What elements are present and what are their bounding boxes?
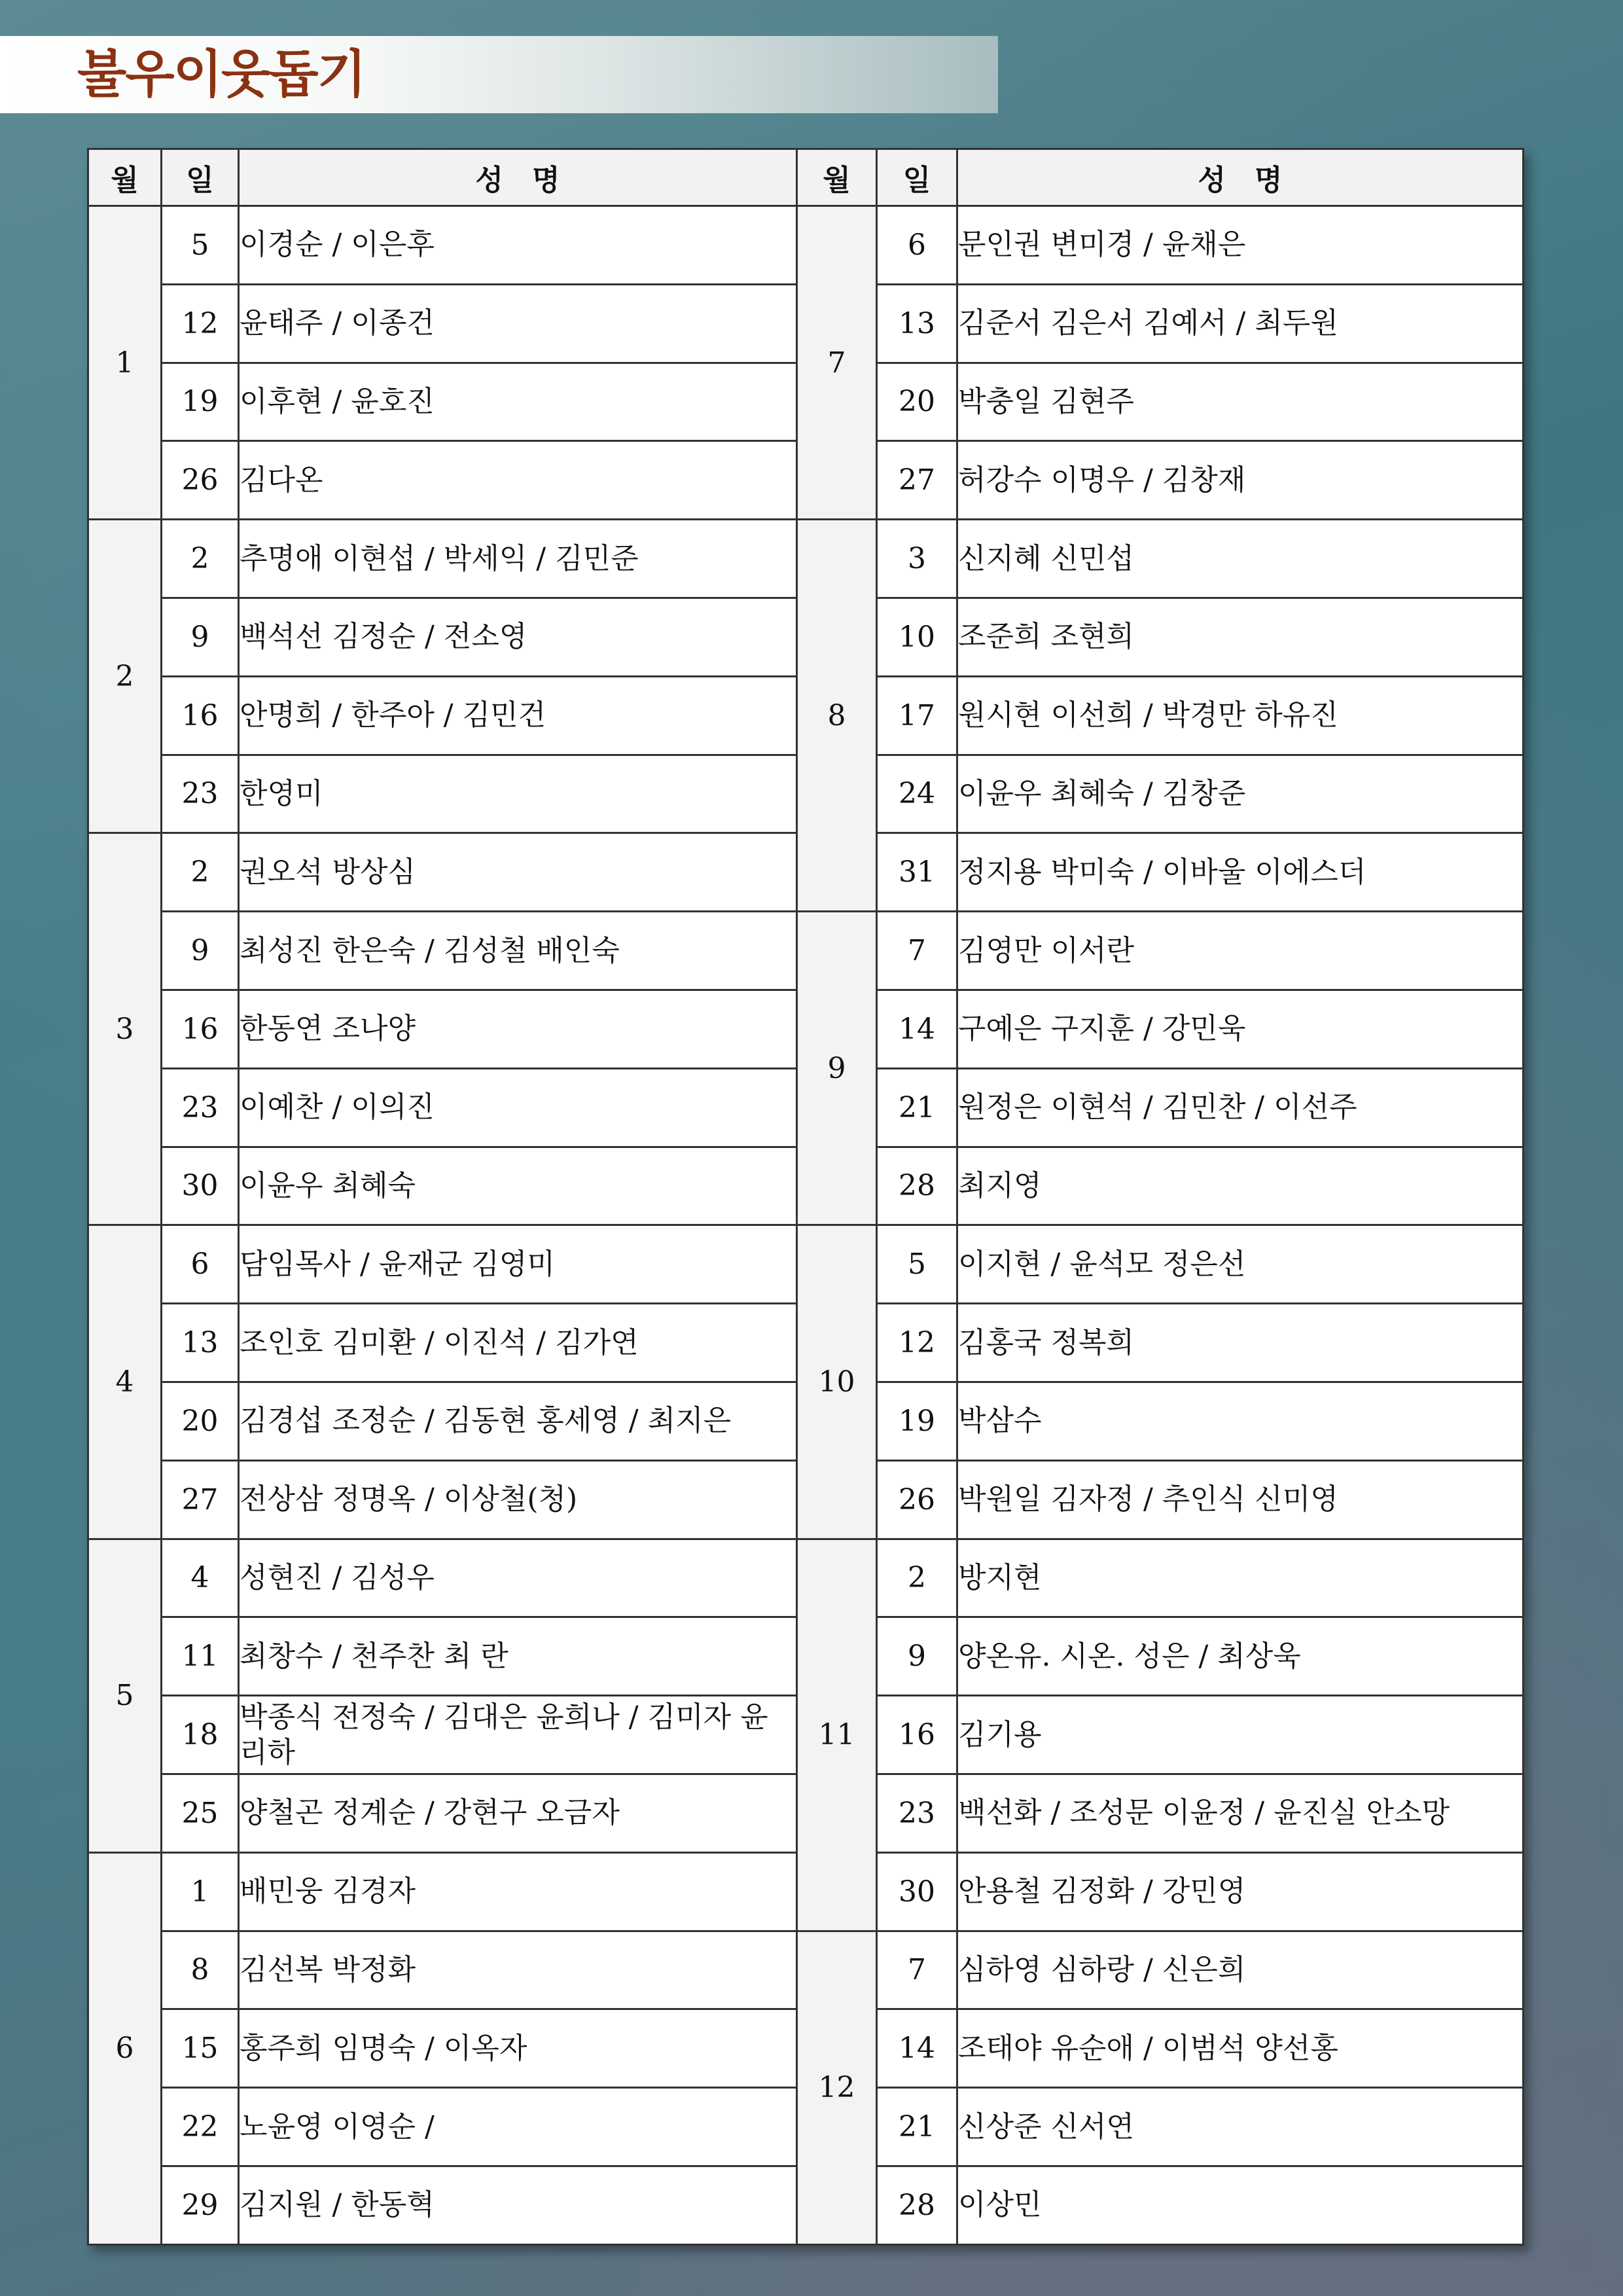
names-cell: 양철곤 정계순 / 강현구 오금자 — [239, 1774, 797, 1852]
day-cell: 21 — [877, 1068, 957, 1147]
day-cell: 5 — [162, 206, 239, 285]
table-row — [88, 1539, 1524, 1617]
day-cell: 5 — [877, 1225, 957, 1304]
day-cell: 10 — [877, 598, 957, 676]
day-cell: 15 — [162, 2009, 239, 2088]
names-cell: 김영만 이서란 — [957, 912, 1524, 990]
names-cell: 김경섭 조정순 / 김동현 홍세영 / 최지은 — [239, 1382, 797, 1460]
header-names-right: 성 명 — [957, 149, 1524, 206]
names-cell: 신상준 신서연 — [957, 2088, 1524, 2166]
header-day-left: 일 — [162, 149, 239, 206]
names-cell: 박종식 전정숙 / 김대은 윤희나 / 김미자 윤리하 — [239, 1696, 797, 1774]
table-row — [88, 1225, 1524, 1304]
names-cell: 추명애 이현섭 / 박세익 / 김민준 — [239, 520, 797, 598]
names-cell: 윤태주 / 이종건 — [239, 284, 797, 363]
day-cell: 9 — [877, 1617, 957, 1696]
day-cell: 2 — [877, 1539, 957, 1617]
day-cell: 9 — [162, 912, 239, 990]
day-cell: 12 — [162, 284, 239, 363]
names-cell: 양온유. 시온. 성은 / 최상욱 — [957, 1617, 1524, 1696]
month-cell: 7 — [797, 206, 877, 520]
day-cell: 26 — [162, 441, 239, 520]
names-cell: 신지혜 신민섭 — [957, 520, 1524, 598]
day-cell: 8 — [162, 1931, 239, 2009]
names-cell: 이경순 / 이은후 — [239, 206, 797, 285]
names-cell: 백석선 김정순 / 전소영 — [239, 598, 797, 676]
day-cell: 28 — [877, 2166, 957, 2244]
names-cell: 원정은 이현석 / 김민찬 / 이선주 — [957, 1068, 1524, 1147]
names-cell: 김선복 박정화 — [239, 1931, 797, 2009]
names-cell: 조태야 유순애 / 이범석 양선홍 — [957, 2009, 1524, 2088]
day-cell: 30 — [877, 1852, 957, 1931]
day-cell: 25 — [162, 1774, 239, 1852]
day-cell: 13 — [162, 1304, 239, 1382]
names-cell: 박원일 김자정 / 추인식 신미영 — [957, 1460, 1524, 1539]
day-cell: 3 — [877, 520, 957, 598]
names-cell: 최창수 / 천주찬 최 란 — [239, 1617, 797, 1696]
names-cell: 박삼수 — [957, 1382, 1524, 1460]
day-cell: 28 — [877, 1147, 957, 1225]
names-cell: 정지용 박미숙 / 이바울 이에스더 — [957, 833, 1524, 912]
day-cell: 17 — [877, 676, 957, 755]
day-cell: 11 — [162, 1617, 239, 1696]
names-cell: 박충일 김현주 — [957, 363, 1524, 441]
names-cell: 이후현 / 윤호진 — [239, 363, 797, 441]
names-cell: 조인호 김미환 / 이진석 / 김가연 — [239, 1304, 797, 1382]
header-names-left: 성 명 — [239, 149, 797, 206]
names-cell: 안용철 김정화 / 강민영 — [957, 1852, 1524, 1931]
day-cell: 7 — [877, 1931, 957, 2009]
day-cell: 6 — [877, 206, 957, 285]
day-cell: 9 — [162, 598, 239, 676]
names-cell: 이지현 / 윤석모 정은선 — [957, 1225, 1524, 1304]
names-cell: 담임목사 / 윤재군 김영미 — [239, 1225, 797, 1304]
month-cell: 10 — [797, 1225, 877, 1539]
names-cell: 심하영 심하랑 / 신은희 — [957, 1931, 1524, 2009]
names-cell: 김다온 — [239, 441, 797, 520]
header-day-right: 일 — [877, 149, 957, 206]
header-month-left: 월 — [88, 149, 162, 206]
names-cell: 김지원 / 한동혁 — [239, 2166, 797, 2244]
names-cell: 배민웅 김경자 — [239, 1852, 797, 1931]
table-row — [88, 520, 1524, 598]
names-cell: 노윤영 이영순 / — [239, 2088, 797, 2166]
names-cell: 안명희 / 한주아 / 김민건 — [239, 676, 797, 755]
names-cell: 조준희 조현희 — [957, 598, 1524, 676]
day-cell: 22 — [162, 2088, 239, 2166]
names-cell: 최지영 — [957, 1147, 1524, 1225]
donation-schedule-table — [87, 148, 1524, 2246]
day-cell: 14 — [877, 2009, 957, 2088]
month-cell: 1 — [88, 206, 162, 520]
names-cell: 김준서 김은서 김예서 / 최두원 — [957, 284, 1524, 363]
names-cell: 김홍국 정복희 — [957, 1304, 1524, 1382]
day-cell: 1 — [162, 1852, 239, 1931]
page-title: 불우이웃돕기 — [77, 45, 366, 104]
day-cell: 16 — [877, 1696, 957, 1774]
day-cell: 2 — [162, 520, 239, 598]
day-cell: 27 — [877, 441, 957, 520]
names-cell: 김기용 — [957, 1696, 1524, 1774]
month-cell: 4 — [88, 1225, 162, 1539]
month-cell: 5 — [88, 1539, 162, 1852]
day-cell: 13 — [877, 284, 957, 363]
names-cell: 구예은 구지훈 / 강민욱 — [957, 990, 1524, 1068]
names-cell: 이윤우 최혜숙 / 김창준 — [957, 755, 1524, 833]
day-cell: 2 — [162, 833, 239, 912]
header-month-right: 월 — [797, 149, 877, 206]
day-cell: 19 — [162, 363, 239, 441]
names-cell: 권오석 방상심 — [239, 833, 797, 912]
day-cell: 24 — [877, 755, 957, 833]
names-cell: 한동연 조나양 — [239, 990, 797, 1068]
day-cell: 23 — [877, 1774, 957, 1852]
names-cell: 이상민 — [957, 2166, 1524, 2244]
names-cell: 홍주희 임명숙 / 이옥자 — [239, 2009, 797, 2088]
day-cell: 7 — [877, 912, 957, 990]
day-cell: 16 — [162, 990, 239, 1068]
day-cell: 18 — [162, 1696, 239, 1774]
names-cell: 최성진 한은숙 / 김성철 배인숙 — [239, 912, 797, 990]
names-cell: 이윤우 최혜숙 — [239, 1147, 797, 1225]
names-cell: 문인권 변미경 / 윤채은 — [957, 206, 1524, 285]
names-cell: 성현진 / 김성우 — [239, 1539, 797, 1617]
day-cell: 29 — [162, 2166, 239, 2244]
day-cell: 4 — [162, 1539, 239, 1617]
day-cell: 31 — [877, 833, 957, 912]
names-cell: 한영미 — [239, 755, 797, 833]
day-cell: 27 — [162, 1460, 239, 1539]
day-cell: 23 — [162, 755, 239, 833]
day-cell: 16 — [162, 676, 239, 755]
names-cell: 이예찬 / 이의진 — [239, 1068, 797, 1147]
day-cell: 6 — [162, 1225, 239, 1304]
month-cell: 3 — [88, 833, 162, 1225]
names-cell: 백선화 / 조성문 이윤정 / 윤진실 안소망 — [957, 1774, 1524, 1852]
names-cell: 원시현 이선희 / 박경만 하유진 — [957, 676, 1524, 755]
schedule-body — [88, 206, 1524, 2245]
title-banner — [0, 36, 998, 113]
day-cell: 20 — [162, 1382, 239, 1460]
day-cell: 23 — [162, 1068, 239, 1147]
day-cell: 12 — [877, 1304, 957, 1382]
month-cell: 9 — [797, 912, 877, 1225]
month-cell: 11 — [797, 1539, 877, 1931]
table-row — [88, 1931, 1524, 2009]
day-cell: 20 — [877, 363, 957, 441]
month-cell: 12 — [797, 1931, 877, 2244]
day-cell: 21 — [877, 2088, 957, 2166]
names-cell: 허강수 이명우 / 김창재 — [957, 441, 1524, 520]
month-cell: 2 — [88, 520, 162, 833]
table-row — [88, 912, 1524, 990]
header-row — [88, 149, 1524, 206]
day-cell: 26 — [877, 1460, 957, 1539]
day-cell: 14 — [877, 990, 957, 1068]
names-cell: 방지현 — [957, 1539, 1524, 1617]
month-cell: 6 — [88, 1852, 162, 2244]
names-cell: 전상삼 정명옥 / 이상철(청) — [239, 1460, 797, 1539]
day-cell: 19 — [877, 1382, 957, 1460]
day-cell: 30 — [162, 1147, 239, 1225]
table-row — [88, 206, 1524, 285]
month-cell: 8 — [797, 520, 877, 912]
